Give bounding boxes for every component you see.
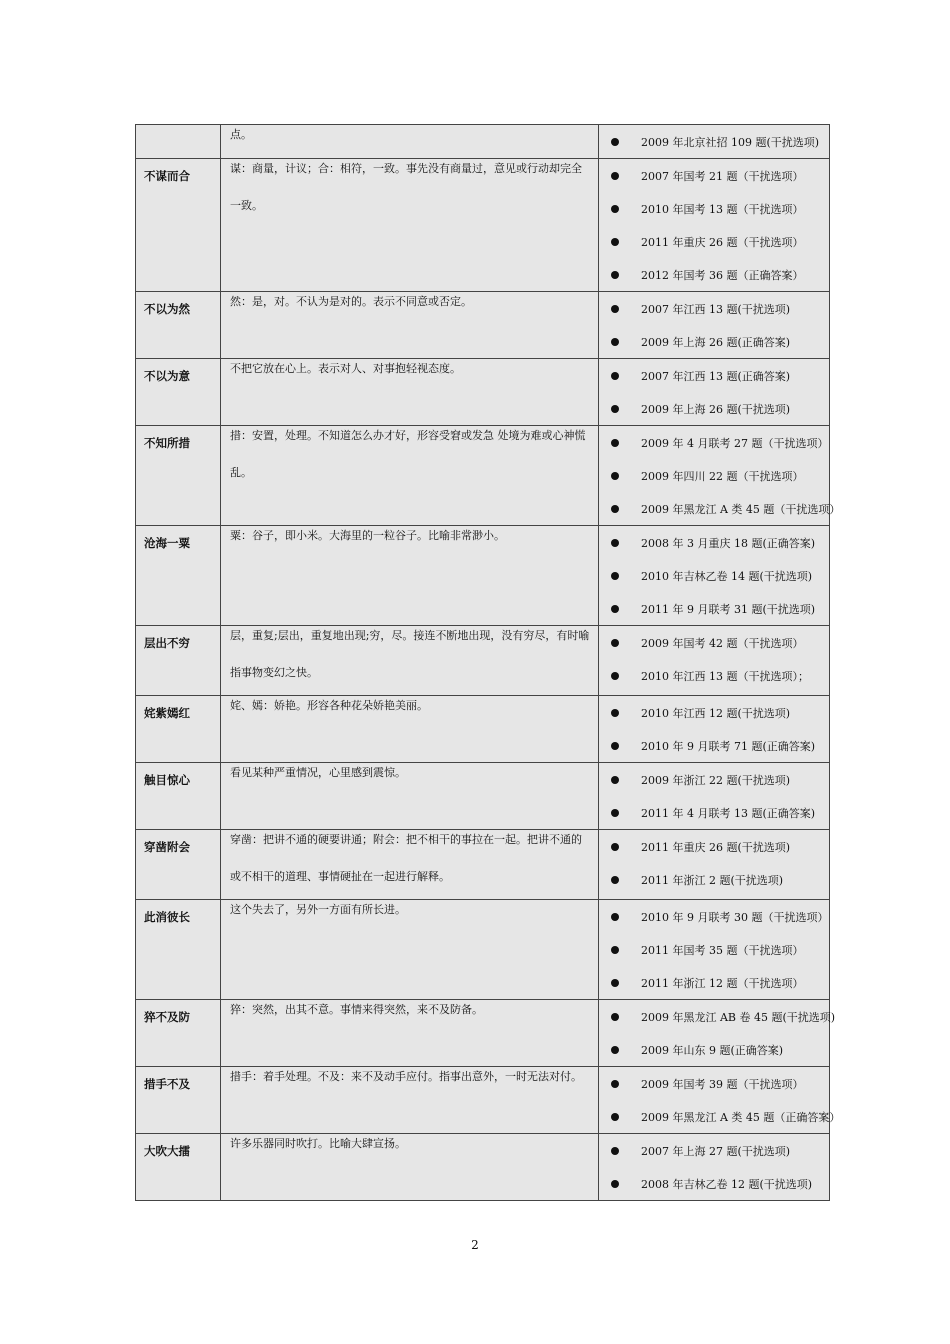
table-row [136, 426, 830, 526]
exam-references [599, 1000, 836, 1067]
bullet-icon [611, 946, 619, 954]
exam-references [599, 292, 830, 359]
exam-reference-text: 2009 年国考 42 题（干扰选项） [641, 636, 804, 650]
idiom-term: 不以为意 [136, 359, 221, 426]
table-row [136, 626, 830, 696]
idiom-term: 大吹大擂 [136, 1134, 221, 1201]
idiom-definition: 措：安置，处理。不知道怎么办才好，形容受窘或发急 处境为难或心神慌乱。 [230, 429, 586, 479]
exam-reference-item [599, 292, 829, 325]
exam-reference-text: 2010 年国考 13 题（干扰选项） [641, 202, 804, 216]
idiom-definition: 穿凿：把讲不通的硬要讲通；附会：把不相干的事拉在一起。把讲不通的或不相干的道理、事情硬扯在一起进行解释。 [230, 833, 582, 883]
bullet-icon [611, 672, 619, 680]
exam-reference-text: 2010 年吉林乙卷 14 题(干扰选项) [641, 569, 813, 583]
idiom-term: 此消彼长 [136, 900, 221, 1000]
bullet-icon [611, 1180, 619, 1188]
idiom-definition-cell [221, 1134, 599, 1201]
bullet-icon [611, 843, 619, 851]
exam-reference-text: 2012 年国考 36 题（正确答案） [641, 268, 804, 282]
exam-references [599, 900, 830, 1000]
table-row [136, 900, 830, 1000]
bullet-icon [611, 172, 619, 180]
exam-reference-item [599, 796, 829, 829]
table-row [136, 763, 830, 830]
idiom-term: 猝不及防 [136, 1000, 221, 1067]
exam-reference-text: 2007 年上海 27 题(干扰选项) [641, 1144, 791, 1158]
table-row [136, 292, 830, 359]
exam-reference-text: 2010 年江西 13 题（干扰选项）； [641, 669, 809, 683]
exam-reference-item [599, 830, 829, 863]
exam-reference-item [599, 258, 829, 291]
exam-references [599, 763, 830, 830]
exam-reference-text: 2008 年吉林乙卷 12 题(干扰选项) [641, 1177, 813, 1191]
bullet-icon [611, 913, 619, 921]
idiom-definition: 然：是，对。不认为是对的。表示不同意或否定。 [230, 295, 472, 308]
exam-reference-item [599, 1134, 829, 1167]
bullet-icon [611, 709, 619, 717]
idiom-definition: 不把它放在心上。表示对人、对事抱轻视态度。 [230, 362, 461, 375]
idiom-definition: 粟：谷子，即小米。大海里的一粒谷子。比喻非常渺小。 [230, 529, 505, 542]
exam-reference-text: 2009 年上海 26 题(干扰选项) [641, 402, 791, 416]
exam-reference-text: 2008 年 3 月重庆 18 题(正确答案) [641, 536, 816, 550]
exam-references [599, 696, 830, 763]
exam-reference-text: 2010 年江西 12 题(干扰选项) [641, 706, 791, 720]
exam-references [599, 1134, 830, 1201]
exam-references [599, 830, 830, 900]
idiom-table [135, 124, 841, 1201]
exam-reference-item [599, 933, 829, 966]
idiom-definition: 措手：着手处理。不及：来不及动手应付。指事出意外，一时无法对付。 [230, 1070, 582, 1083]
bullet-icon [611, 1046, 619, 1054]
idiom-term: 沧海一粟 [136, 526, 221, 626]
exam-reference-text: 2011 年重庆 26 题(干扰选项) [641, 840, 791, 854]
idiom-definition: 层，重复;层出，重复地出现;穷，尽。接连不断地出现，没有穷尽，有时喻指事物变幻之快。 [230, 629, 590, 679]
exam-reference-text: 2007 年江西 13 题(干扰选项) [641, 302, 791, 316]
exam-reference-item [599, 1100, 841, 1133]
exam-reference-item [599, 1000, 836, 1033]
exam-references [599, 359, 830, 426]
idiom-term: 层出不穷 [136, 626, 221, 696]
idiom-term: 措手不及 [136, 1067, 221, 1134]
exam-reference-item [599, 900, 829, 933]
page-number: 2 [471, 1238, 479, 1252]
idiom-definition-cell [221, 763, 599, 830]
idiom-definition: 点。 [230, 128, 252, 141]
idiom-definition: 这个失去了，另外一方面有所长进。 [230, 903, 406, 916]
exam-references [599, 426, 841, 526]
exam-reference-item [599, 696, 829, 729]
table-row [136, 159, 830, 292]
table-row [136, 1134, 830, 1201]
bullet-icon [611, 809, 619, 817]
exam-reference-item [599, 526, 829, 559]
table-row [136, 526, 830, 626]
idiom-definition-cell [221, 292, 599, 359]
exam-reference-item [599, 659, 829, 692]
idiom-definition-cell [221, 696, 599, 763]
exam-reference-item [599, 863, 829, 896]
exam-reference-item [599, 325, 829, 358]
idiom-definition: 猝：突然，出其不意。事情来得突然，来不及防备。 [230, 1003, 483, 1016]
idiom-definition: 谋：商量，计议；合：相符，一致。事先没有商量过，意见或行动却完全一致。 [230, 162, 582, 212]
exam-reference-text: 2011 年 9 月联考 31 题(干扰选项) [641, 602, 816, 616]
exam-references [599, 526, 830, 626]
exam-reference-text: 2009 年国考 39 题（干扰选项） [641, 1077, 804, 1091]
exam-references [599, 125, 830, 159]
bullet-icon [611, 238, 619, 246]
exam-reference-text: 2009 年黑龙江 AB 卷 45 题(干扰选项) [641, 1010, 836, 1024]
exam-reference-item [599, 392, 829, 425]
exam-reference-item [599, 592, 829, 625]
idiom-term: 姹紫嫣红 [136, 696, 221, 763]
idiom-definition-cell [221, 426, 599, 526]
idiom-definition-cell [221, 626, 599, 696]
bullet-icon [611, 605, 619, 613]
idiom-term: 不谋而合 [136, 159, 221, 292]
exam-reference-item [599, 626, 829, 659]
bullet-icon [611, 372, 619, 380]
bullet-icon [611, 539, 619, 547]
exam-reference-text: 2009 年上海 26 题(正确答案) [641, 335, 791, 349]
idiom-term: 不知所措 [136, 426, 221, 526]
exam-reference-item [599, 426, 829, 459]
idiom-term: 触目惊心 [136, 763, 221, 830]
idiom-term: 穿凿附会 [136, 830, 221, 900]
bullet-icon [611, 205, 619, 213]
idiom-definition-cell [221, 159, 599, 292]
idiom-definition-cell [221, 1067, 599, 1134]
exam-reference-item [599, 1067, 829, 1100]
bullet-icon [611, 405, 619, 413]
exam-reference-item [599, 359, 829, 392]
exam-reference-item [599, 492, 841, 525]
table-row [136, 1000, 830, 1067]
exam-reference-item [599, 559, 829, 592]
exam-reference-item [599, 1033, 829, 1066]
bullet-icon [611, 979, 619, 987]
exam-reference-text: 2009 年 4 月联考 27 题（干扰选项） [641, 436, 829, 450]
exam-reference-item [599, 459, 829, 492]
table-row [136, 830, 830, 900]
table-row [136, 696, 830, 763]
idiom-definition-cell [221, 526, 599, 626]
exam-reference-item [599, 1167, 829, 1200]
bullet-icon [611, 138, 619, 146]
idiom-term [136, 125, 221, 159]
exam-reference-item [599, 125, 829, 158]
idiom-definition: 许多乐器同时吹打。比喻大肆宣扬。 [230, 1137, 406, 1150]
idiom-definition-cell [221, 359, 599, 426]
bullet-icon [611, 776, 619, 784]
idiom-term: 不以为然 [136, 292, 221, 359]
bullet-icon [611, 505, 619, 513]
bullet-icon [611, 1013, 619, 1021]
bullet-icon [611, 338, 619, 346]
exam-reference-item [599, 192, 829, 225]
table-row [136, 359, 830, 426]
exam-reference-text: 2007 年国考 21 题（干扰选项） [641, 169, 804, 183]
bullet-icon [611, 1147, 619, 1155]
exam-reference-text: 2009 年北京社招 109 题(干扰选项) [641, 135, 820, 149]
exam-reference-text: 2009 年山东 9 题(正确答案) [641, 1043, 784, 1057]
bullet-icon [611, 439, 619, 447]
exam-reference-text: 2011 年国考 35 题（干扰选项） [641, 943, 804, 957]
bullet-icon [611, 305, 619, 313]
exam-reference-text: 2007 年江西 13 题(正确答案) [641, 369, 791, 383]
bullet-icon [611, 876, 619, 884]
exam-references [599, 626, 830, 696]
bullet-icon [611, 1113, 619, 1121]
bullet-icon [611, 742, 619, 750]
bullet-icon [611, 639, 619, 647]
bullet-icon [611, 472, 619, 480]
exam-reference-text: 2009 年黑龙江 A 类 45 题（正确答案） [641, 1110, 841, 1124]
exam-reference-item [599, 225, 829, 258]
exam-references [599, 159, 830, 292]
idiom-definition-cell [221, 1000, 599, 1067]
exam-reference-text: 2009 年四川 22 题（干扰选项） [641, 469, 804, 483]
exam-reference-item [599, 966, 829, 999]
idiom-definition: 看见某种严重情况，心里感到震惊。 [230, 766, 406, 779]
idiom-definition-cell [221, 830, 599, 900]
exam-reference-item [599, 159, 829, 192]
table-row [136, 1067, 830, 1134]
exam-reference-text: 2011 年 4 月联考 13 题(正确答案) [641, 806, 816, 820]
bullet-icon [611, 1080, 619, 1088]
exam-reference-text: 2011 年重庆 26 题（干扰选项） [641, 235, 804, 249]
exam-reference-item [599, 729, 829, 762]
idiom-definition-cell [221, 900, 599, 1000]
exam-references [599, 1067, 841, 1134]
bullet-icon [611, 271, 619, 279]
exam-reference-text: 2010 年 9 月联考 71 题(正确答案) [641, 739, 816, 753]
exam-reference-text: 2009 年浙江 22 题(干扰选项) [641, 773, 791, 787]
exam-reference-item [599, 763, 829, 796]
bullet-icon [611, 572, 619, 580]
idiom-definition: 姹、嫣：娇艳。形容各种花朵娇艳美丽。 [230, 699, 428, 712]
exam-reference-text: 2009 年黑龙江 A 类 45 题（干扰选项） [641, 502, 841, 516]
exam-reference-text: 2011 年浙江 12 题（干扰选项） [641, 976, 804, 990]
exam-reference-text: 2011 年浙江 2 题(干扰选项) [641, 873, 784, 887]
exam-reference-text: 2010 年 9 月联考 30 题（干扰选项） [641, 910, 829, 924]
